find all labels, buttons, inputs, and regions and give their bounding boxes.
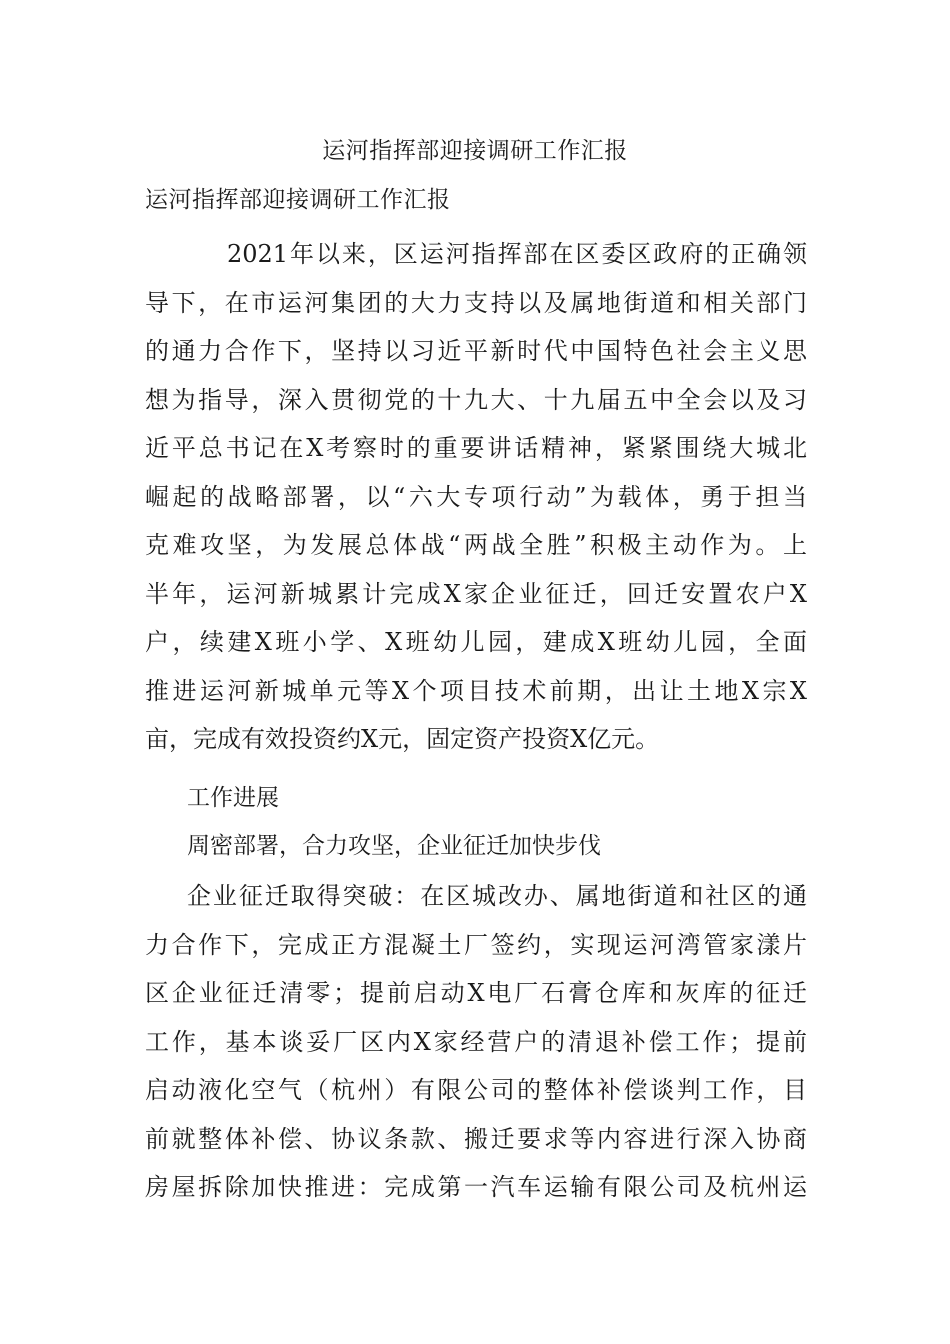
- paragraph-line: 导下，在市运河集团的大力支持以及属地街道和相关部门: [145, 288, 807, 317]
- paragraph-line: 户，续建X班小学、X班幼儿园，建成X班幼儿园，全面: [145, 628, 807, 656]
- paragraph-line: 房屋拆除加快推进：完成第一汽车运输有限公司及杭州运: [145, 1173, 807, 1201]
- paragraph-line: 区企业征迁清零；提前启动X电厂石膏仓库和灰库的征迁: [145, 979, 807, 1007]
- paragraph-line: 推进运河新城单元等X个项目技术前期，出让土地X宗X: [145, 676, 807, 705]
- paragraph-line: 前就整体补偿、协议条款、搬迁要求等内容进行深入协商: [145, 1124, 807, 1153]
- section-heading: 工作进展: [187, 785, 279, 811]
- intro-paragraph: [145, 230, 807, 764]
- paragraph-line: 近平总书记在X考察时的重要讲话精神，紧紧围绕大城北: [145, 434, 807, 462]
- section-paragraph: [145, 872, 807, 1212]
- subsection-heading: 周密部署，合力攻坚，企业征迁加快步伐: [187, 833, 601, 859]
- document-subtitle: 运河指挥部迎接调研工作汇报: [145, 187, 451, 213]
- paragraph-line: 工作，基本谈妥厂区内X家经营户的清退补偿工作；提前: [145, 1027, 807, 1056]
- paragraph-line: 想为指导，深入贯彻党的十九大、十九届五中全会以及习: [145, 385, 807, 414]
- paragraph-line: 的通力合作下，坚持以习近平新时代中国特色社会主义思: [145, 337, 807, 365]
- paragraph-line: 2021年以来，区运河指挥部在区委区政府的正确领: [227, 240, 807, 268]
- document-title: 运河指挥部迎接调研工作汇报: [322, 138, 628, 164]
- paragraph-line: 企业征迁取得突破：在区城改办、属地街道和社区的通: [187, 882, 807, 910]
- paragraph-line: 崛起的战略部署，以“六大专项行动”为载体，勇于担当: [145, 482, 807, 511]
- paragraph-line: 启动液化空气（杭州）有限公司的整体补偿谈判工作，目: [145, 1076, 807, 1104]
- paragraph-line: 亩，完成有效投资约X元，固定资产投资X亿元。: [145, 725, 660, 753]
- paragraph-line: 力合作下，完成正方混凝土厂签约，实现运河湾管家漾片: [145, 930, 807, 959]
- paragraph-line: 半年，运河新城累计完成X家企业征迁，回迁安置农户X: [145, 579, 807, 608]
- paragraph-line: 克难攻坚，为发展总体战“两战全胜”积极主动作为。上: [145, 531, 807, 559]
